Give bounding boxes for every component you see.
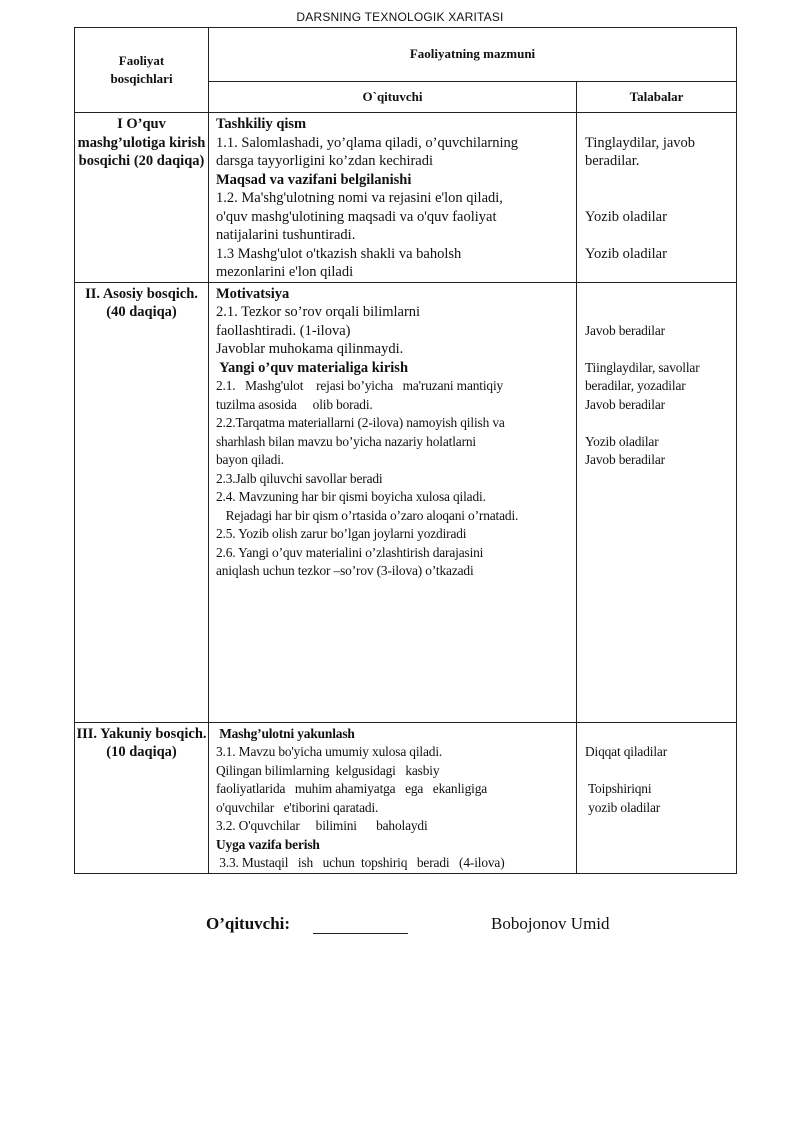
teacher-line: o'quvchilar e'tiborini qaratadi.: [216, 799, 379, 815]
teacher-line: sharhlash bilan mavzu bo’yicha nazariy holatlarni: [216, 433, 476, 449]
students-line: beradilar, yozadilar: [585, 378, 686, 393]
students-line: Javob beradilar: [585, 322, 665, 338]
section-heading: Maqsad va vazifani belgilanishi: [216, 171, 412, 188]
teacher-line: 3.3. Mustaqil ish uchun topshiriq beradi (4-ilova): [216, 855, 505, 870]
teacher-line: 3.2. O'quvchilar bilimini baholaydi: [216, 818, 428, 833]
teacher-label-text: O’qituvchi:: [206, 914, 291, 933]
teacher-line: tuzilma asosida olib boradi.: [216, 396, 373, 412]
teacher-line: mezonlarini e'lon qiladi: [216, 264, 354, 280]
stage-line: bosqich.: [155, 725, 207, 742]
teacher-line: 2.1. Tezkor so’rov orqali bilimlarni: [216, 304, 421, 320]
teacher-line: 2.5. Yozib olish zarur bo’lgan joylarni yozdiradi: [216, 526, 467, 541]
teacher-line: Qilingan bilimlarning kelgusidagi kasbiy: [216, 762, 440, 778]
students-line: Javob beradilar: [585, 396, 665, 412]
header-stage-column: [75, 28, 209, 113]
stage-line: kirish bosqichi: [78, 134, 206, 169]
stage-line: II. Asosiy: [85, 285, 144, 302]
students-line: [585, 762, 732, 781]
teacher-label: [206, 914, 290, 934]
students-line: Yozib oladilar: [585, 208, 667, 225]
stage-line: (20 daqiqa): [133, 153, 205, 169]
stage-cell: [75, 113, 209, 283]
teacher-line: natijalarini tushuntiradi.: [216, 227, 356, 243]
students-line: [585, 340, 732, 359]
teacher-line: 2.4. Mavzuning har bir qismi boyicha xulosa qiladi.: [216, 489, 486, 504]
students-line: [585, 171, 732, 190]
teacher-line: 2.6. Yangi o’quv materialini o’zlashtirish darajasini: [216, 544, 484, 560]
section-heading: Yangi o’quv materialiga kirish: [216, 359, 409, 376]
students-line: [585, 725, 732, 744]
teacher-line: 1.1. Salomlashadi, yo’qlama qiladi, o’quvchilarning: [216, 134, 519, 151]
header-teacher-column: O`qituvchi: [209, 81, 577, 112]
stage-cell: [75, 722, 209, 873]
teacher-line: faollashtiradi. (1-ilova): [216, 322, 351, 339]
teacher-line: darsga tayyorligini ko’zdan kechiradi: [216, 153, 434, 169]
students-cell: [577, 282, 737, 722]
students-line: Javob beradilar: [585, 452, 665, 467]
students-line: [585, 285, 732, 304]
page-title: DARSNING TEXNOLOGIK XARITASI: [296, 10, 504, 24]
teacher-line: 2.2.Tarqatma materiallarni (2-ilova) namoyish qilish va: [216, 415, 505, 430]
students-line: [585, 115, 732, 134]
stage-line: I O’quv: [117, 116, 166, 132]
table-row: [75, 113, 737, 283]
teacher-line: o'quv mashg'ulotining maqsadi va o'quv faoliyat: [216, 208, 497, 225]
teacher-line: 2.3.Jalb qiluvchi savollar beradi: [216, 470, 383, 486]
teacher-line: Javoblar muhokama qilinmaydi.: [216, 341, 404, 357]
students-line: Diqqat qiladilar: [585, 744, 668, 759]
teacher-line: Rejadagi har bir qism o’rtasida o’zaro aloqani o’rnatadi.: [216, 507, 519, 523]
header-stage-line: bosqichlari: [110, 71, 173, 86]
signature-line: [313, 917, 408, 934]
students-cell: [577, 113, 737, 283]
section-heading: Motivatsiya: [216, 285, 290, 302]
students-line: [585, 226, 732, 245]
lesson-plan-table: [74, 27, 737, 874]
teacher-cell: [209, 282, 577, 722]
students-line: Toipshiriqni: [585, 781, 652, 796]
students-line: yozib oladilar: [585, 799, 661, 815]
stage-line: (40 daqiqa): [106, 304, 177, 320]
header-content-column: Faoliyatning mazmuni: [209, 28, 737, 82]
header-students-column: Talabalar: [577, 81, 737, 112]
table-row: [75, 722, 737, 873]
teacher-line: 2.1. Mashg'ulot rejasi bo’yicha ma'ruzani mantiqiy: [216, 378, 504, 393]
table-row: [75, 282, 737, 722]
students-line: [585, 414, 732, 433]
students-line: [585, 303, 732, 322]
students-cell: [577, 722, 737, 873]
teacher-cell: [209, 113, 577, 283]
students-line: beradilar.: [585, 153, 640, 169]
header-stage-line: Faoliyat: [118, 53, 165, 68]
teacher-line: faoliyatlarida muhim ahamiyatga ega ekanligiga: [216, 781, 488, 796]
section-heading: Tashkiliy qism: [216, 116, 307, 132]
students-line: Tiinglaydilar, savollar: [585, 359, 700, 375]
teacher-line: 1.3 Mashg'ulot o'tkazish shakli va baholsh: [216, 245, 462, 262]
teacher-cell: [209, 722, 577, 873]
stage-line: (10 daqiqa): [106, 744, 177, 760]
section-heading: Mashg’ulotni yakunlash: [216, 725, 355, 741]
students-line: Yozib oladilar: [585, 245, 667, 262]
students-line: [585, 263, 732, 282]
section-heading: Uyga vazifa berish: [216, 836, 320, 852]
teacher-name: Bobojonov Umid: [491, 914, 610, 933]
stage-line: III. Yakuniy: [76, 725, 152, 742]
teacher-line: aniqlash uchun tezkor –so’rov (3-ilova) o’tkazadi: [216, 563, 474, 578]
teacher-line: bayon qiladi.: [216, 452, 284, 467]
stage-cell: [75, 282, 209, 722]
stage-line: bosqich.: [146, 285, 198, 302]
teacher-line: 1.2. Ma'shg'ulotning nomi va rejasini e'lon qiladi,: [216, 190, 503, 206]
stage-line: mashg’ulotiga: [77, 134, 166, 151]
students-line: Tinglaydilar, javob: [585, 134, 696, 151]
teacher-line: 3.1. Mavzu bo'yicha umumiy xulosa qiladi.: [216, 744, 443, 759]
students-line: Yozib oladilar: [585, 433, 659, 449]
students-line: [585, 189, 732, 208]
